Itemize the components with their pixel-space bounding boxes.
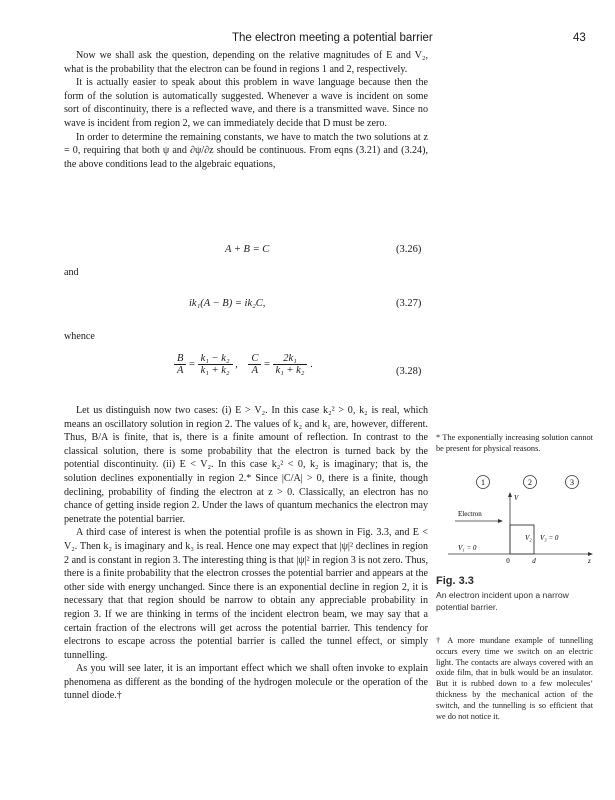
figure-label: Fig. 3.3 [436, 575, 474, 587]
region-1-label: 1 [481, 478, 485, 487]
v3-label: V₃ = 0 [540, 534, 559, 542]
fraction-numerator: 2k₁ [273, 353, 308, 365]
paragraph-5: A third case of interest is when the potential profile is as shown in Fig. 3.3, and E < V₂. Then k₂ is imaginary and k₃ is real. Hence one may expect that |ψ|² declines in region 2 and is constant in region 3. The interesting thing is that |ψ|² in region 3 is not zero. Thus, there is a finite probability that the electron crosses the potential barrier and appears at the other side with energy unchanged. Since there is an exponential decline in region 2, it is necessary that that region should be narrow to obtain any appreciable probability in region 3. If we are thinking in terms of the incident electron beam, we may say that a certain fraction of the electrons will get across the potential barrier. This tendency for electrons to escape across the potential barrier is called the tunnel effect, or simply tunnelling. [64, 527, 429, 661]
region-2-label: 2 [528, 478, 532, 487]
sidenote-exponential: * The exponentially increasing solution cannot be present for physical reasons. [436, 433, 593, 453]
width-label: d [532, 557, 536, 565]
equation-3-28: $\frac{B}{A}$ = $\frac{\text{k₁ − k₂}}{\text{k₁ + k₂}}$ , $\frac{C}{A}$ = $\frac{\text{2k₁}}{\text{k₁ + k₂}}$ . [174, 353, 313, 376]
electron-label: Electron [458, 510, 482, 518]
fraction-denominator: A [251, 365, 259, 376]
equation-3-27: ik₁(A − B) = ik₂C, [189, 298, 266, 309]
paragraph-3: In order to determine the remaining constants, we have to match the two solutions at z = 0, requiring that both ψ and ∂ψ/∂z should be continuous. From eqns (3.21) and (3.24), the above conditions lead to the algebraic equations, [64, 131, 428, 170]
figure-3-3-diagram [440, 470, 600, 570]
region-3-label: 3 [570, 478, 574, 487]
fraction-b-over-a [174, 353, 186, 376]
electron-arrowhead [498, 519, 503, 523]
fraction-c-over-a [248, 353, 261, 376]
word-whence: whence [64, 331, 95, 342]
equation-3-27-number: (3.27) [396, 298, 422, 309]
body-text-bottom [64, 404, 428, 703]
word-and: and [64, 267, 79, 278]
v2-label: V₂ [525, 534, 532, 542]
potential-axis-arrow [508, 492, 512, 497]
figure-caption: An electron incident upon a narrow potential barrier. [436, 590, 569, 612]
fraction-denominator: A [177, 365, 184, 376]
fraction-numerator: B [174, 353, 186, 365]
z-axis-label: z [588, 557, 591, 565]
paragraph-6: As you will see later, it is an important effect which we shall often invoke to explain phenomena as different as the bonding of the hydrogen molecule or the operation of the tunnel diode.† [64, 663, 428, 702]
sidenote-tunnelling: † A more mundane example of tunnelling occurs every time we switch on an electric light. The contacts are always covered with an oxide film, that in bulk would be an insulator. But it is rubbed down to a few molecules’ thickness by the mechanical action of the switch, and the tunnelling is so efficient that we do not notice it. [436, 636, 593, 721]
paragraph-1: Now we shall ask the question, depending on the relative magnitudes of E and V₂, what is the probability that the electron can be found in regions 1 and 2, respectively. [64, 50, 428, 75]
fraction-k-ratio [198, 353, 233, 376]
fraction-numerator: C [248, 353, 261, 365]
fraction-numerator: k₁ − k₂ [198, 353, 233, 365]
equation-3-28-number: (3.28) [396, 366, 422, 377]
fraction-denominator: k₁ + k₂ [275, 365, 305, 376]
v1-label: V₁ = 0 [458, 544, 477, 552]
running-header-title: The electron meeting a potential barrier [232, 32, 433, 44]
v-axis-label: V [514, 494, 519, 502]
body-text-top [64, 49, 428, 171]
equation-3-26: A + B = C [225, 244, 270, 255]
equation-3-26-number: (3.26) [396, 244, 422, 255]
page-number: 43 [573, 32, 586, 44]
fraction-2k1 [273, 353, 308, 376]
paragraph-4: Let us distinguish now two cases: (i) E > V₂. In this case k₂² > 0, k₂ is real, which means an oscillatory solution in region 2. The values of k₂ and k₁ are, however, different. Thus, B/A is finite, that is, there is a finite amount of reflection. In contrast to the classical solution, there is some probability that the electron is turned back by the potential discontinuity. (ii) E < V₂. In this case k₂² < 0, k₂ is imaginary; that is, the solution declines exponentially in region 2.* Since |C/A| > 0, there is a finite, though declining, probability of finding the electron at z > 0. Classically, an electron has no chance of getting inside region 2. Under the laws of quantum mechanics the electron may penetrate the potential barrier. [64, 405, 428, 525]
paragraph-2: It is actually easier to speak about this problem in wave language because then the form of the solution is automatically suggested. Whenever a wave is incident on some sort of discontinuity, there is a reflected wave, and there is a transmitted wave. Since no wave is incident from region 2, we can immediately decide that D must be zero. [64, 77, 428, 129]
fraction-denominator: k₁ + k₂ [200, 365, 230, 376]
z-axis-arrow [588, 552, 593, 556]
origin-label: 0 [506, 557, 510, 565]
